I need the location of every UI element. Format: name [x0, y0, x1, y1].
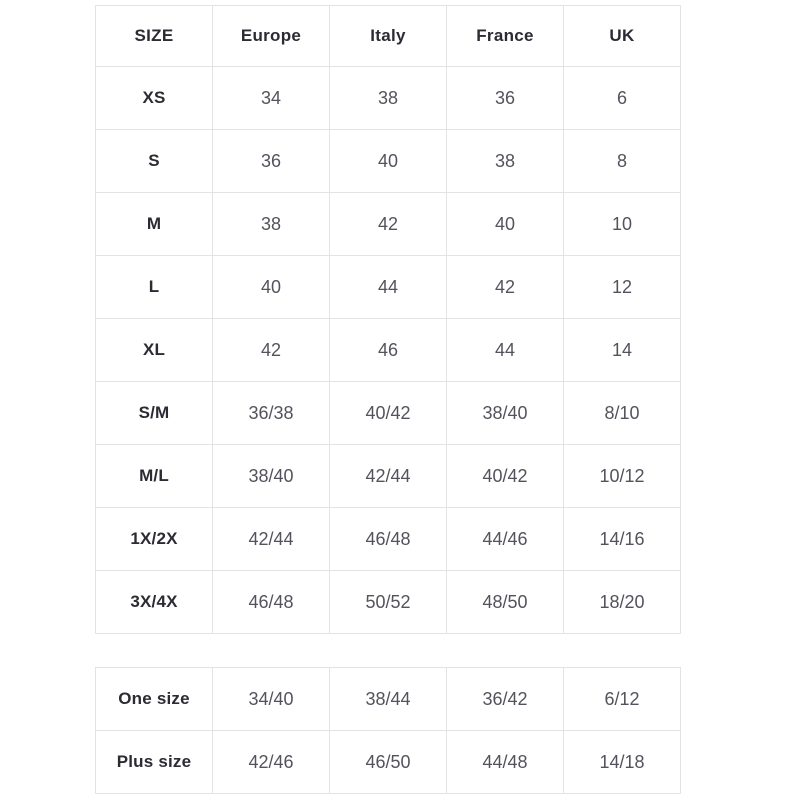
size-value-cell: 42 — [213, 319, 330, 382]
size-table-body — [96, 67, 681, 634]
size-value-cell: 40 — [213, 256, 330, 319]
row-size-label: S/M — [96, 382, 213, 445]
row-size-label: S — [96, 130, 213, 193]
size-table-header-row — [96, 6, 681, 67]
size-value-cell: 8/10 — [564, 382, 681, 445]
size-value-cell: 42/44 — [330, 445, 447, 508]
size-value-cell: 36/38 — [213, 382, 330, 445]
row-size-label: 3X/4X — [96, 571, 213, 634]
size-value-cell: 36 — [213, 130, 330, 193]
size-value-cell: 44/46 — [447, 508, 564, 571]
table-row — [96, 571, 681, 634]
size-value-cell: 6 — [564, 67, 681, 130]
size-value-cell: 8 — [564, 130, 681, 193]
size-value-cell: 42 — [330, 193, 447, 256]
size-value-cell: 46/50 — [330, 731, 447, 794]
size-value-cell: 14/18 — [564, 731, 681, 794]
size-value-cell: 42 — [447, 256, 564, 319]
size-value-cell: 38 — [447, 130, 564, 193]
size-table-head — [96, 6, 681, 67]
size-value-cell: 34/40 — [213, 668, 330, 731]
size-value-cell: 38/44 — [330, 668, 447, 731]
table-row — [96, 67, 681, 130]
size-value-cell: 38/40 — [213, 445, 330, 508]
size-value-cell: 12 — [564, 256, 681, 319]
table-row — [96, 130, 681, 193]
size-value-cell: 42/46 — [213, 731, 330, 794]
row-size-label: L — [96, 256, 213, 319]
special-size-conversion-table — [95, 667, 681, 794]
size-value-cell: 14/16 — [564, 508, 681, 571]
column-header: SIZE — [96, 6, 213, 67]
row-size-label: M/L — [96, 445, 213, 508]
size-value-cell: 10 — [564, 193, 681, 256]
column-header: Europe — [213, 6, 330, 67]
size-value-cell: 46/48 — [330, 508, 447, 571]
size-value-cell: 10/12 — [564, 445, 681, 508]
table-row — [96, 445, 681, 508]
row-size-label: XS — [96, 67, 213, 130]
row-size-label: 1X/2X — [96, 508, 213, 571]
row-size-label: XL — [96, 319, 213, 382]
size-value-cell: 42/44 — [213, 508, 330, 571]
table-row — [96, 193, 681, 256]
size-value-cell: 34 — [213, 67, 330, 130]
size-value-cell: 40/42 — [330, 382, 447, 445]
row-size-label: Plus size — [96, 731, 213, 794]
size-value-cell: 18/20 — [564, 571, 681, 634]
table-row — [96, 668, 681, 731]
size-value-cell: 36 — [447, 67, 564, 130]
international-size-conversion-table — [95, 5, 681, 634]
column-header: France — [447, 6, 564, 67]
size-value-cell: 48/50 — [447, 571, 564, 634]
row-size-label: M — [96, 193, 213, 256]
size-value-cell: 40 — [330, 130, 447, 193]
table-row — [96, 382, 681, 445]
table-row — [96, 256, 681, 319]
size-value-cell: 46/48 — [213, 571, 330, 634]
size-value-cell: 46 — [330, 319, 447, 382]
size-value-cell: 38 — [213, 193, 330, 256]
table-row — [96, 731, 681, 794]
column-header: Italy — [330, 6, 447, 67]
size-value-cell: 14 — [564, 319, 681, 382]
size-value-cell: 44 — [330, 256, 447, 319]
column-header: UK — [564, 6, 681, 67]
special-table-body — [96, 668, 681, 794]
table-row — [96, 319, 681, 382]
size-value-cell: 44/48 — [447, 731, 564, 794]
size-value-cell: 6/12 — [564, 668, 681, 731]
size-value-cell: 44 — [447, 319, 564, 382]
size-value-cell: 40 — [447, 193, 564, 256]
size-value-cell: 38 — [330, 67, 447, 130]
size-value-cell: 50/52 — [330, 571, 447, 634]
size-value-cell: 40/42 — [447, 445, 564, 508]
size-value-cell: 38/40 — [447, 382, 564, 445]
table-row — [96, 508, 681, 571]
size-value-cell: 36/42 — [447, 668, 564, 731]
row-size-label: One size — [96, 668, 213, 731]
